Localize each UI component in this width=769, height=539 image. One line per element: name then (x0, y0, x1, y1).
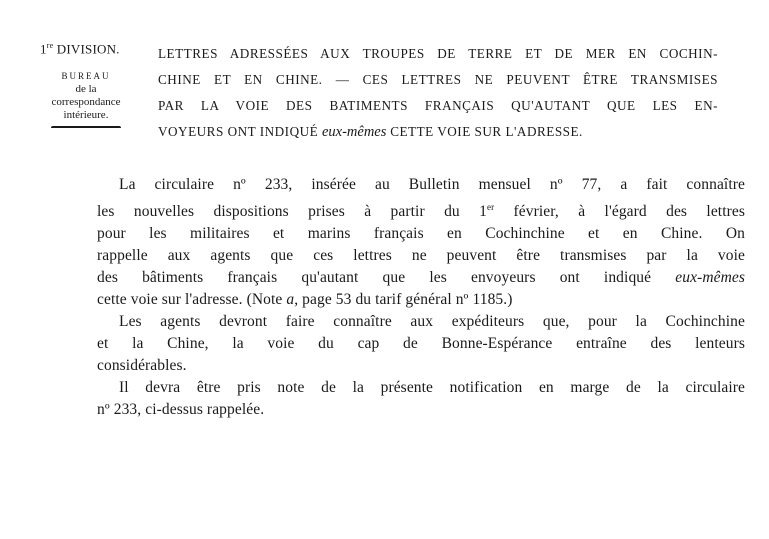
bureau-line-2: de la (75, 83, 97, 95)
p1-l2-end: février, à l'égard des lettres (494, 203, 745, 221)
heading-line-4-end: CETTE VOIE SUR L'ADRESSE. (390, 124, 583, 139)
paragraph-3-line-2: nº 233, ci-dessus rappelée. (97, 401, 265, 419)
paragraph-2-line-1: Les agents devront faire connaître aux expéditeurs que, pour la Cochinchine (119, 313, 745, 331)
notice-body (97, 174, 745, 421)
notice-heading (158, 41, 718, 145)
paragraph-2-line-3: considérables. (97, 357, 187, 375)
paragraph-1-line-5 (97, 267, 745, 289)
heading-line-4 (158, 119, 718, 145)
p1-l5-start: des bâtiments français qu'autant que les envoyeurs ont indiqué (97, 269, 676, 287)
bureau-divider (51, 126, 121, 130)
bureau-line-4: intérieure. (63, 109, 109, 121)
division-label (40, 41, 120, 57)
heading-line-4-italic: eux-mêmes (321, 124, 387, 140)
heading-line-1: LETTRES ADRESSÉES AUX TROUPES DE TERRE ET DE MER EN COCHIN- (158, 46, 718, 61)
p1-l6-italic: a (286, 291, 295, 309)
division-text: DIVISION. (56, 41, 120, 57)
paragraph-1-line-2 (97, 196, 745, 223)
p1-l2-ordinal: er (486, 202, 495, 212)
heading-line-2: CHINE ET EN CHINE. — CES LETTRES NE PEUVENT ÊTRE TRANSMISES (158, 72, 718, 87)
paragraph-1-line-3: pour les militaires et marins français en Cochinchine et en Chine. On (97, 225, 745, 243)
division-ordinal: re (46, 41, 54, 50)
p1-l5-italic: eux-mêmes (675, 269, 745, 287)
paragraph-1-line-4: rappelle aux agents que ces lettres ne peuvent être transmises par la voie (97, 247, 745, 265)
bureau-block (30, 70, 142, 130)
p1-l6-end: , page 53 du tarif général nº 1185.) (294, 291, 513, 309)
paragraph-3-line-1: Il devra être pris note de la présente notification en marge de la circulaire (119, 379, 745, 397)
bureau-line-3: correspondance (51, 96, 121, 108)
paragraph-1-line-6 (97, 289, 745, 311)
heading-line-3: PAR LA VOIE DES BATIMENTS FRANÇAIS QU'AUTANT QUE LES EN- (158, 98, 718, 113)
division-number: 1 (40, 41, 47, 57)
bureau-title: BUREAU (61, 71, 111, 81)
paragraph-2-line-2: et la Chine, la voie du cap de Bonne-Espérance entraîne des lenteurs (97, 335, 745, 353)
paragraph-1-line-1: La circulaire nº 233, insérée au Bulletin mensuel nº 77, a fait connaître (119, 176, 745, 193)
heading-line-4-start: VOYEURS ONT INDIQUÉ (158, 124, 319, 139)
p1-l2-start: les nouvelles dispositions prises à partir du 1 (97, 203, 487, 221)
p1-l6-start: cette voie sur l'adresse. (Note (97, 291, 287, 309)
